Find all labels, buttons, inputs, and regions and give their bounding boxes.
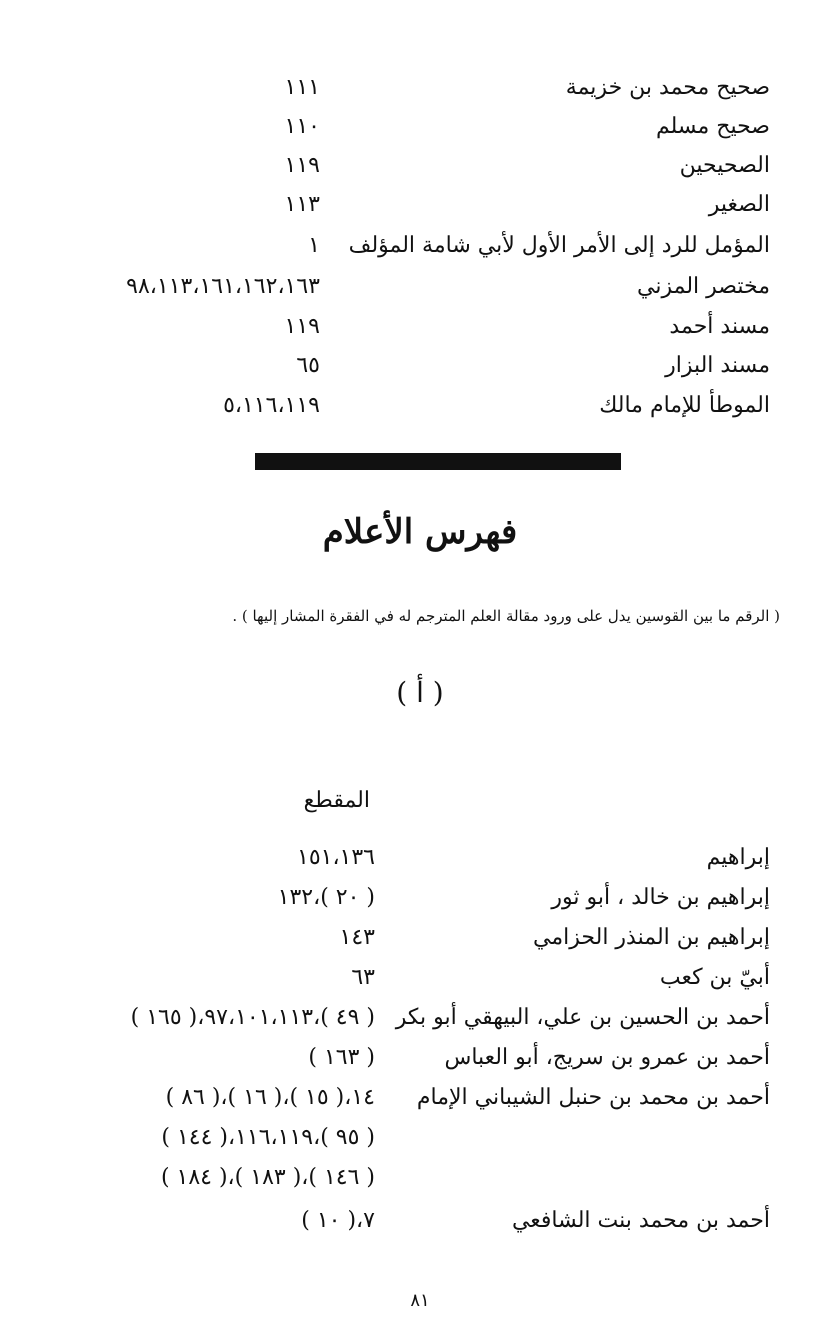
person-name: أحمد بن محمد بن حنبل الشيباني الإمام	[416, 1085, 770, 1110]
person-name: إبراهيم بن خالد ، أبو ثور	[551, 885, 770, 910]
book-pages: ١١٩	[284, 314, 320, 339]
person-name: إبراهيم بن المنذر الحزامي	[533, 925, 770, 950]
index-title: فهرس الأعلام	[322, 512, 518, 552]
person-refs: ( ٩٥ )،١١٦،١١٩،( ١٤٤ )	[161, 1125, 375, 1150]
person-refs: ٧،( ١٠ )	[301, 1208, 375, 1233]
book-pages: ٦٥	[296, 353, 320, 378]
person-refs: ٦٣	[351, 965, 375, 990]
person-refs: ( ١٦٣ )	[308, 1045, 375, 1070]
book-title: الصحيحين	[679, 153, 770, 178]
book-pages: ١١١	[284, 75, 320, 100]
book-title: مسند أحمد	[669, 314, 770, 339]
person-name: إبراهيم	[706, 845, 770, 870]
book-title: مسند البزار	[665, 353, 770, 378]
book-title: مختصر المزني	[637, 274, 770, 299]
book-title: صحيح مسلم	[655, 114, 770, 139]
person-refs: ( ٢٠ )،١٣٢	[277, 885, 375, 910]
book-pages: ١١٣	[284, 192, 320, 217]
column-header: المقطع	[303, 788, 370, 813]
person-refs: ١٥١،١٣٦	[297, 845, 375, 870]
page-number: ٨١	[410, 1290, 430, 1311]
book-pages: ٩٨،١١٣،١٦١،١٦٢،١٦٣	[126, 274, 320, 299]
index-note: ( الرقم ما بين القوسين يدل على ورود مقالة العلم المترجم له في الفقرة المشار إليها ) .	[232, 607, 780, 625]
letter-heading: ( أ )	[396, 676, 444, 709]
book-title: صحيح محمد بن خزيمة	[565, 75, 770, 100]
book-title: الصغير	[708, 192, 770, 217]
book-title: المؤمل للرد إلى الأمر الأول لأبي شامة المؤلف	[348, 233, 770, 258]
book-pages: ١١٠	[284, 114, 320, 139]
person-refs: ( ٤٩ )،٩٧،١٠١،١١٣،( ١٦٥ )	[130, 1005, 375, 1030]
book-pages: ٥،١١٦،١١٩	[223, 393, 320, 418]
book-title: الموطأ للإمام مالك	[599, 393, 770, 418]
book-pages: ١	[308, 233, 320, 258]
person-name: أبيّ بن كعب	[659, 965, 770, 990]
person-refs: ١٤٣	[339, 925, 375, 950]
person-name: أحمد بن عمرو بن سريج، أبو العباس	[444, 1045, 770, 1070]
person-name: أحمد بن محمد بنت الشافعي	[511, 1208, 770, 1233]
person-refs: ( ١٤٦ )،( ١٨٣ )،( ١٨٤ )	[160, 1165, 375, 1190]
person-name: أحمد بن الحسين بن علي، البيهقي أبو بكر	[395, 1005, 770, 1030]
section-divider	[255, 453, 621, 470]
book-pages: ١١٩	[284, 153, 320, 178]
person-refs: ١٤،( ١٥ )،( ١٦ )،( ٨٦ )	[165, 1085, 375, 1110]
